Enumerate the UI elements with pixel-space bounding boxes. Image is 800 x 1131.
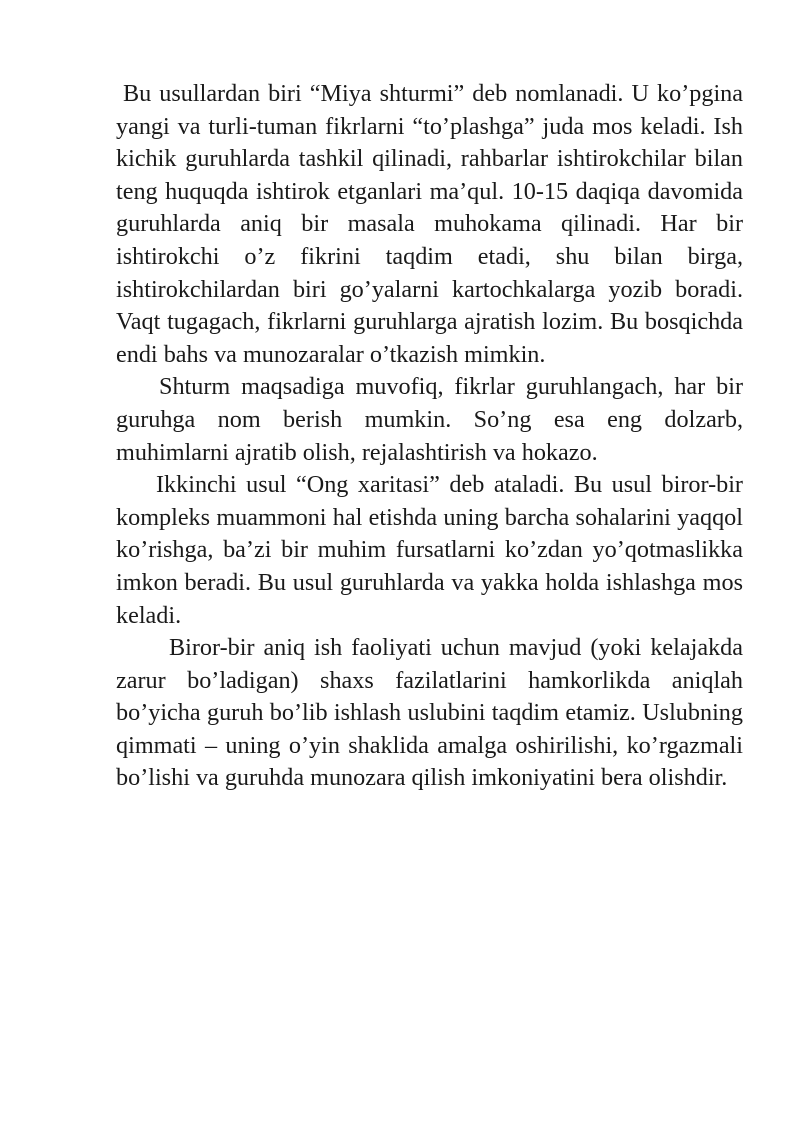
paragraph-shturm-grouping: Shturm maqsadiga muvofiq, fikrlar guruhlangach, har bir guruhga nom berish mumkin. So’ng esa eng dolzarb, muhimlarni ajratib olish, rejalashtirish va hokazo. bbox=[116, 373, 743, 466]
paragraph-qualities-method: Biror-bir aniq ish faoliyati uchun mavjud (yoki kelajakda zarur bo’ladigan) shaxs fazilatlarini hamkorlikda aniqlah bo’yicha guruh bo’lib ishlash uslubini taqdim etamiz. Uslubning qimmati – uning o’yin shaklida amalga oshirilishi, ko’rgazmali bo’lishi va guruhda munozara qilish imkoniyatini bera olishdir. bbox=[116, 634, 743, 792]
paragraph-brainstorm: Bu usullardan biri “Miya shturmi” deb nomlanadi. U ko’pgina yangi va turli-tuman fikrlarni “to’plashga” juda mos keladi. Ish kichik guruhlarda tashkil qilinadi, rahbarlar ishtirokchilar bilan teng huquqda ishtirok etganlari ma’qul. 10-15 daqiqa davomida guruhlarda aniq bir masala muhokama qilinadi. Har bir ishtirokchi o’z fikrini taqdim etadi, shu bilan birga, ishtirokchilardan biri go’yalarni kartochkalarga yozib boradi. Vaqt tugagach, fikrlarni guruhlarga ajratish lozim. Bu bosqichda endi bahs va munozaralar o’tkazish mimkin. bbox=[116, 80, 743, 368]
paragraph-mind-map: Ikkinchi usul “Ong xaritasi” deb ataladi. Bu usul biror-bir kompleks muammoni hal etishda uning barcha sohalarini yaqqol ko’rishga, ba’zi bir muhim fursatlarni ko’zdan yo’qotmaslikka imkon beradi. Bu usul guruhlarda va yakka holda ishlashga mos keladi. bbox=[116, 471, 743, 629]
document-page bbox=[116, 78, 743, 795]
